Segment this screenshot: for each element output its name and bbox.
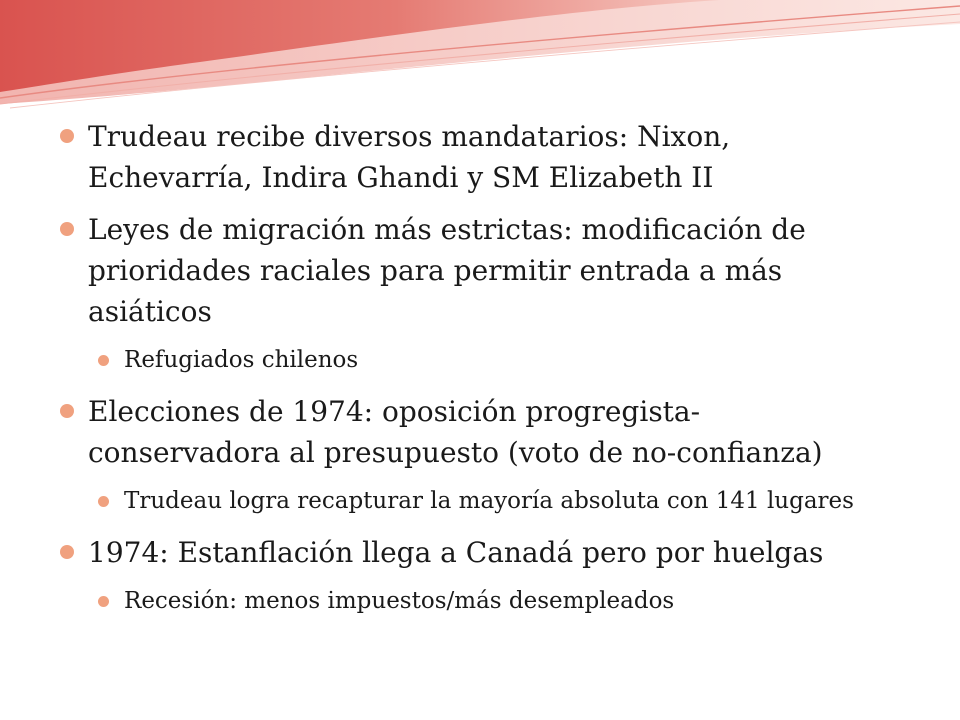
sub-bullet-dot-icon <box>98 496 109 507</box>
bullet-text: Leyes de migración más estrictas: modificación de prioridades raciales para permitir entrada a más asiáticos <box>88 213 806 328</box>
sub-bullet-item-mayoria-absoluta <box>60 484 860 519</box>
sub-bullet-item-refugiados <box>60 343 860 378</box>
bullet-text: Elecciones de 1974: oposición progregista-conservadora al presupuesto (voto de no-confianza) <box>88 395 823 469</box>
sub-bullet-text: Refugiados chilenos <box>124 347 359 373</box>
header-swoosh-decoration <box>0 0 960 120</box>
bullet-item-leyes-migracion <box>60 209 860 332</box>
sub-bullet-text: Recesión: menos impuestos/más desempleados <box>124 588 675 614</box>
bullet-dot-icon <box>60 404 74 418</box>
bullet-text: 1974: Estanflación llega a Canadá pero por huelgas <box>88 536 824 569</box>
sub-bullet-text: Trudeau logra recapturar la mayoría absoluta con 141 lugares <box>124 488 854 514</box>
sub-bullet-dot-icon <box>98 596 109 607</box>
bullet-dot-icon <box>60 222 74 236</box>
bullet-item-trudeau-mandatarios <box>60 116 860 198</box>
bullet-list <box>60 116 860 632</box>
bullet-text: Trudeau recibe diversos mandatarios: Nixon, Echevarría, Indira Ghandi y SM Elizabeth II <box>88 120 731 194</box>
bullet-item-elecciones-1974 <box>60 391 860 473</box>
bullet-dot-icon <box>60 129 74 143</box>
sub-bullet-dot-icon <box>98 355 109 366</box>
bullet-item-estanflacion <box>60 532 860 573</box>
bullet-dot-icon <box>60 545 74 559</box>
sub-bullet-item-recesion <box>60 584 860 619</box>
